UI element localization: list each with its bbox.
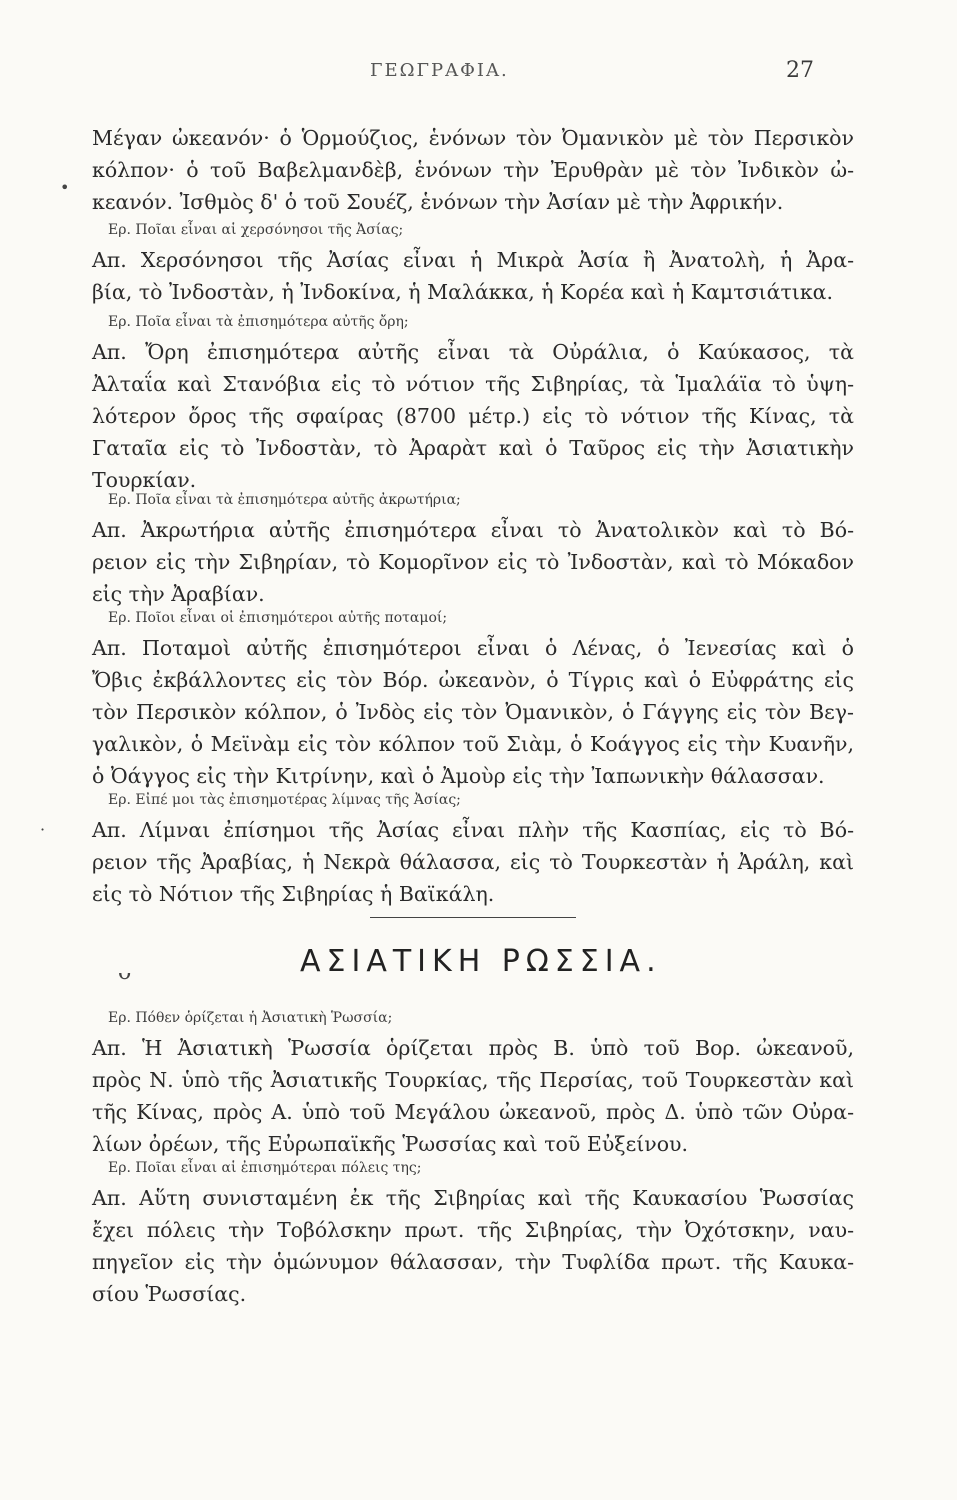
- answer-line: εἰς τὸ Νότιον τῆς Σιβηρίας ἡ Βαϊκάλη.: [92, 882, 495, 906]
- question: Ερ. Ποῖα εἶναι τὰ ἐπισημότερα αὐτῆς ἀκρωτήρια;: [108, 492, 461, 508]
- answer-line: σίου Ῥωσσίας.: [92, 1282, 247, 1306]
- answer-line: Απ. Αὕτη συνισταμένη ἐκ τῆς Σιβηρίας καὶ τῆς Καυκασίου Ῥωσσίας: [92, 1186, 854, 1210]
- answer-line: Απ. Λίμναι ἐπίσημοι τῆς Ἀσίας εἶναι πλὴν τῆς Κασπίας, εἰς τὸ Βό-: [92, 818, 854, 842]
- margin-dot: •: [60, 178, 70, 197]
- answer-line: Απ. Χερσόνησοι τῆς Ἀσίας εἶναι ἡ Μικρὰ Ἀσία ἢ Ἀνατολὴ, ἡ Ἀρα-: [92, 248, 854, 272]
- margin-mark-v: ᴗ: [118, 960, 132, 985]
- question: Ερ. Ποῖαι εἶναι αἱ χερσόνησοι τῆς Ἀσίας;: [108, 222, 404, 238]
- text-line: κόλπον· ὁ τοῦ Βαβελμανδὲβ, ἑνόνων τὴν Ἐρυθρὰν μὲ τὸν Ἰνδικὸν ὠ-: [92, 158, 854, 182]
- answer-line: εἰς τὴν Ἀραβίαν.: [92, 582, 265, 606]
- answer-line: λότερον ὄρος τῆς σφαίρας (8700 μέτρ.) εἰς τὸ νότιον τῆς Κίνας, τὰ: [92, 404, 854, 428]
- answer-line: Απ. Ὄρη ἐπισημότερα αὐτῆς εἶναι τὰ Οὐράλια, ὁ Καύκασος, τὰ: [92, 340, 854, 364]
- answer-line: τὸν Περσικὸν κόλπον, ὁ Ἰνδὸς εἰς τὸν Ὀμανικὸν, ὁ Γάγγης εἰς τὸν Βεγ-: [92, 700, 854, 724]
- margin-tick: ·: [40, 820, 46, 839]
- answer-line: βία, τὸ Ἰνδοστὰν, ἡ Ἰνδοκίνα, ἡ Μαλάκκα, ἡ Κορέα καὶ ἡ Καμτσιάτικα.: [92, 280, 833, 304]
- answer-line: Απ. Ἡ Ἀσιατικὴ Ῥωσσία ὁρίζεται πρὸς Β. ὑπὸ τοῦ Βορ. ὠκεανοῦ,: [92, 1036, 854, 1060]
- answer-line: πρὸς Ν. ὑπὸ τῆς Ἀσιατικῆς Τουρκίας, τῆς Περσίας, τοῦ Τουρκεστὰν καὶ: [92, 1068, 854, 1092]
- qa-mountains: [92, 308, 854, 496]
- running-title: ΓΕΩΓΡΑΦΙΑ.: [370, 60, 509, 81]
- qa-capes: [92, 486, 854, 610]
- qa-rivers: [92, 604, 854, 792]
- answer-line: Ἀλταΐα καὶ Στανόβια εἰς τὸ νότιον τῆς Σιβηρίας, τὰ Ἱμαλάϊα τὸ ὑψη-: [92, 372, 854, 396]
- question: Ερ. Πόθεν ὁρίζεται ἡ Ἀσιατικὴ Ῥωσσία;: [108, 1010, 393, 1026]
- question: Ερ. Εἰπέ μοι τὰς ἐπισημοτέρας λίμνας τῆς Ἀσίας;: [108, 792, 461, 808]
- qa-borders: [92, 1004, 854, 1160]
- answer-line: ρειον εἰς τὴν Σιβηρίαν, τὸ Κομορῖνον εἰς τὸ Ἰνδοστὰν, καὶ τὸ Μόκαδον: [92, 550, 854, 574]
- answer-line: γαλικὸν, ὁ Μεϊνὰμ εἰς τὸν κόλπον τοῦ Σιὰμ, ὁ Κοάγγος εἰς τὴν Κυανῆν,: [92, 732, 854, 756]
- answer-line: Απ. Ἀκρωτήρια αὐτῆς ἐπισημότερα εἶναι τὸ Ἀνατολικὸν καὶ τὸ Βό-: [92, 518, 854, 542]
- answer-line: Τουρκίαν.: [92, 468, 197, 492]
- qa-peninsulas: [92, 216, 854, 308]
- answer-line: ὁ Ὀάγγος εἰς τὴν Κιτρίνην, καὶ ὁ Ἀμοὺρ εἰς τὴν Ἰαπωνικὴν θάλασσαν.: [92, 764, 825, 788]
- text-line: κεανόν. Ἰσθμὸς δ' ὁ τοῦ Σουέζ, ἑνόνων τὴν Ἀσίαν μὲ τὴν Ἀφρικήν.: [92, 190, 784, 214]
- answer-line: πηγεῖον εἰς τὴν ὁμώνυμον θάλασσαν, τὴν Τυφλίδα πρωτ. τῆς Καυκα-: [92, 1250, 854, 1274]
- question: Ερ. Ποῖαι εἶναι αἱ ἐπισημότεραι πόλεις της;: [108, 1160, 422, 1176]
- answer-line: ἔχει πόλεις τὴν Τοβόλσκην πρωτ. τῆς Σιβηρίας, τὴν Ὀχότσκην, ναυ-: [92, 1218, 854, 1242]
- qa-cities: [92, 1154, 854, 1310]
- answer-line: Ὄβις ἐκβάλλοντες εἰς τὸν Βόρ. ὠκεανὸν, ὁ Τίγρις καὶ ὁ Εὐφράτης εἰς: [92, 668, 854, 692]
- answer-line: τῆς Κίνας, πρὸς Α. ὑπὸ τοῦ Μεγάλου ὠκεανοῦ, πρὸς Δ. ὑπὸ τῶν Οὐρα-: [92, 1100, 854, 1124]
- answer-line: Απ. Ποταμοὶ αὐτῆς ἐπισημότεροι εἶναι ὁ Λένας, ὁ Ἰενεσίας καὶ ὁ: [92, 636, 854, 660]
- qa-lakes: [92, 786, 854, 910]
- section-divider: [370, 917, 576, 918]
- page-number: 27: [786, 58, 814, 83]
- question: Ερ. Ποῖοι εἶναι οἱ ἐπισημότεροι αὐτῆς ποταμοί;: [108, 610, 448, 626]
- paragraph-straits: [92, 122, 854, 218]
- section-title: ΑΣΙΑΤΙΚΗ ΡΩΣΣΙΑ.: [300, 944, 662, 979]
- answer-line: ρειον τῆς Ἀραβίας, ἡ Νεκρὰ θάλασσα, εἰς τὸ Τουρκεστὰν ἡ Ἀράλη, καὶ: [92, 850, 854, 874]
- answer-line: λίων ὀρέων, τῆς Εὐρωπαϊκῆς Ῥωσσίας καὶ τοῦ Εὐξείνου.: [92, 1132, 689, 1156]
- answer-line: Γαταῖα εἰς τὸ Ἰνδοστὰν, τὸ Ἀραρὰτ καὶ ὁ Ταῦρος εἰς τὴν Ἀσιατικὴν: [92, 436, 854, 460]
- running-head: [0, 58, 957, 88]
- text-line: Μέγαν ὠκεανόν· ὁ Ὁρμούζιος, ἑνόνων τὸν Ὀμανικὸν μὲ τὸν Περσικὸν: [92, 126, 854, 150]
- question: Ερ. Ποῖα εἶναι τὰ ἐπισημότερα αὐτῆς ὄρη;: [108, 314, 409, 330]
